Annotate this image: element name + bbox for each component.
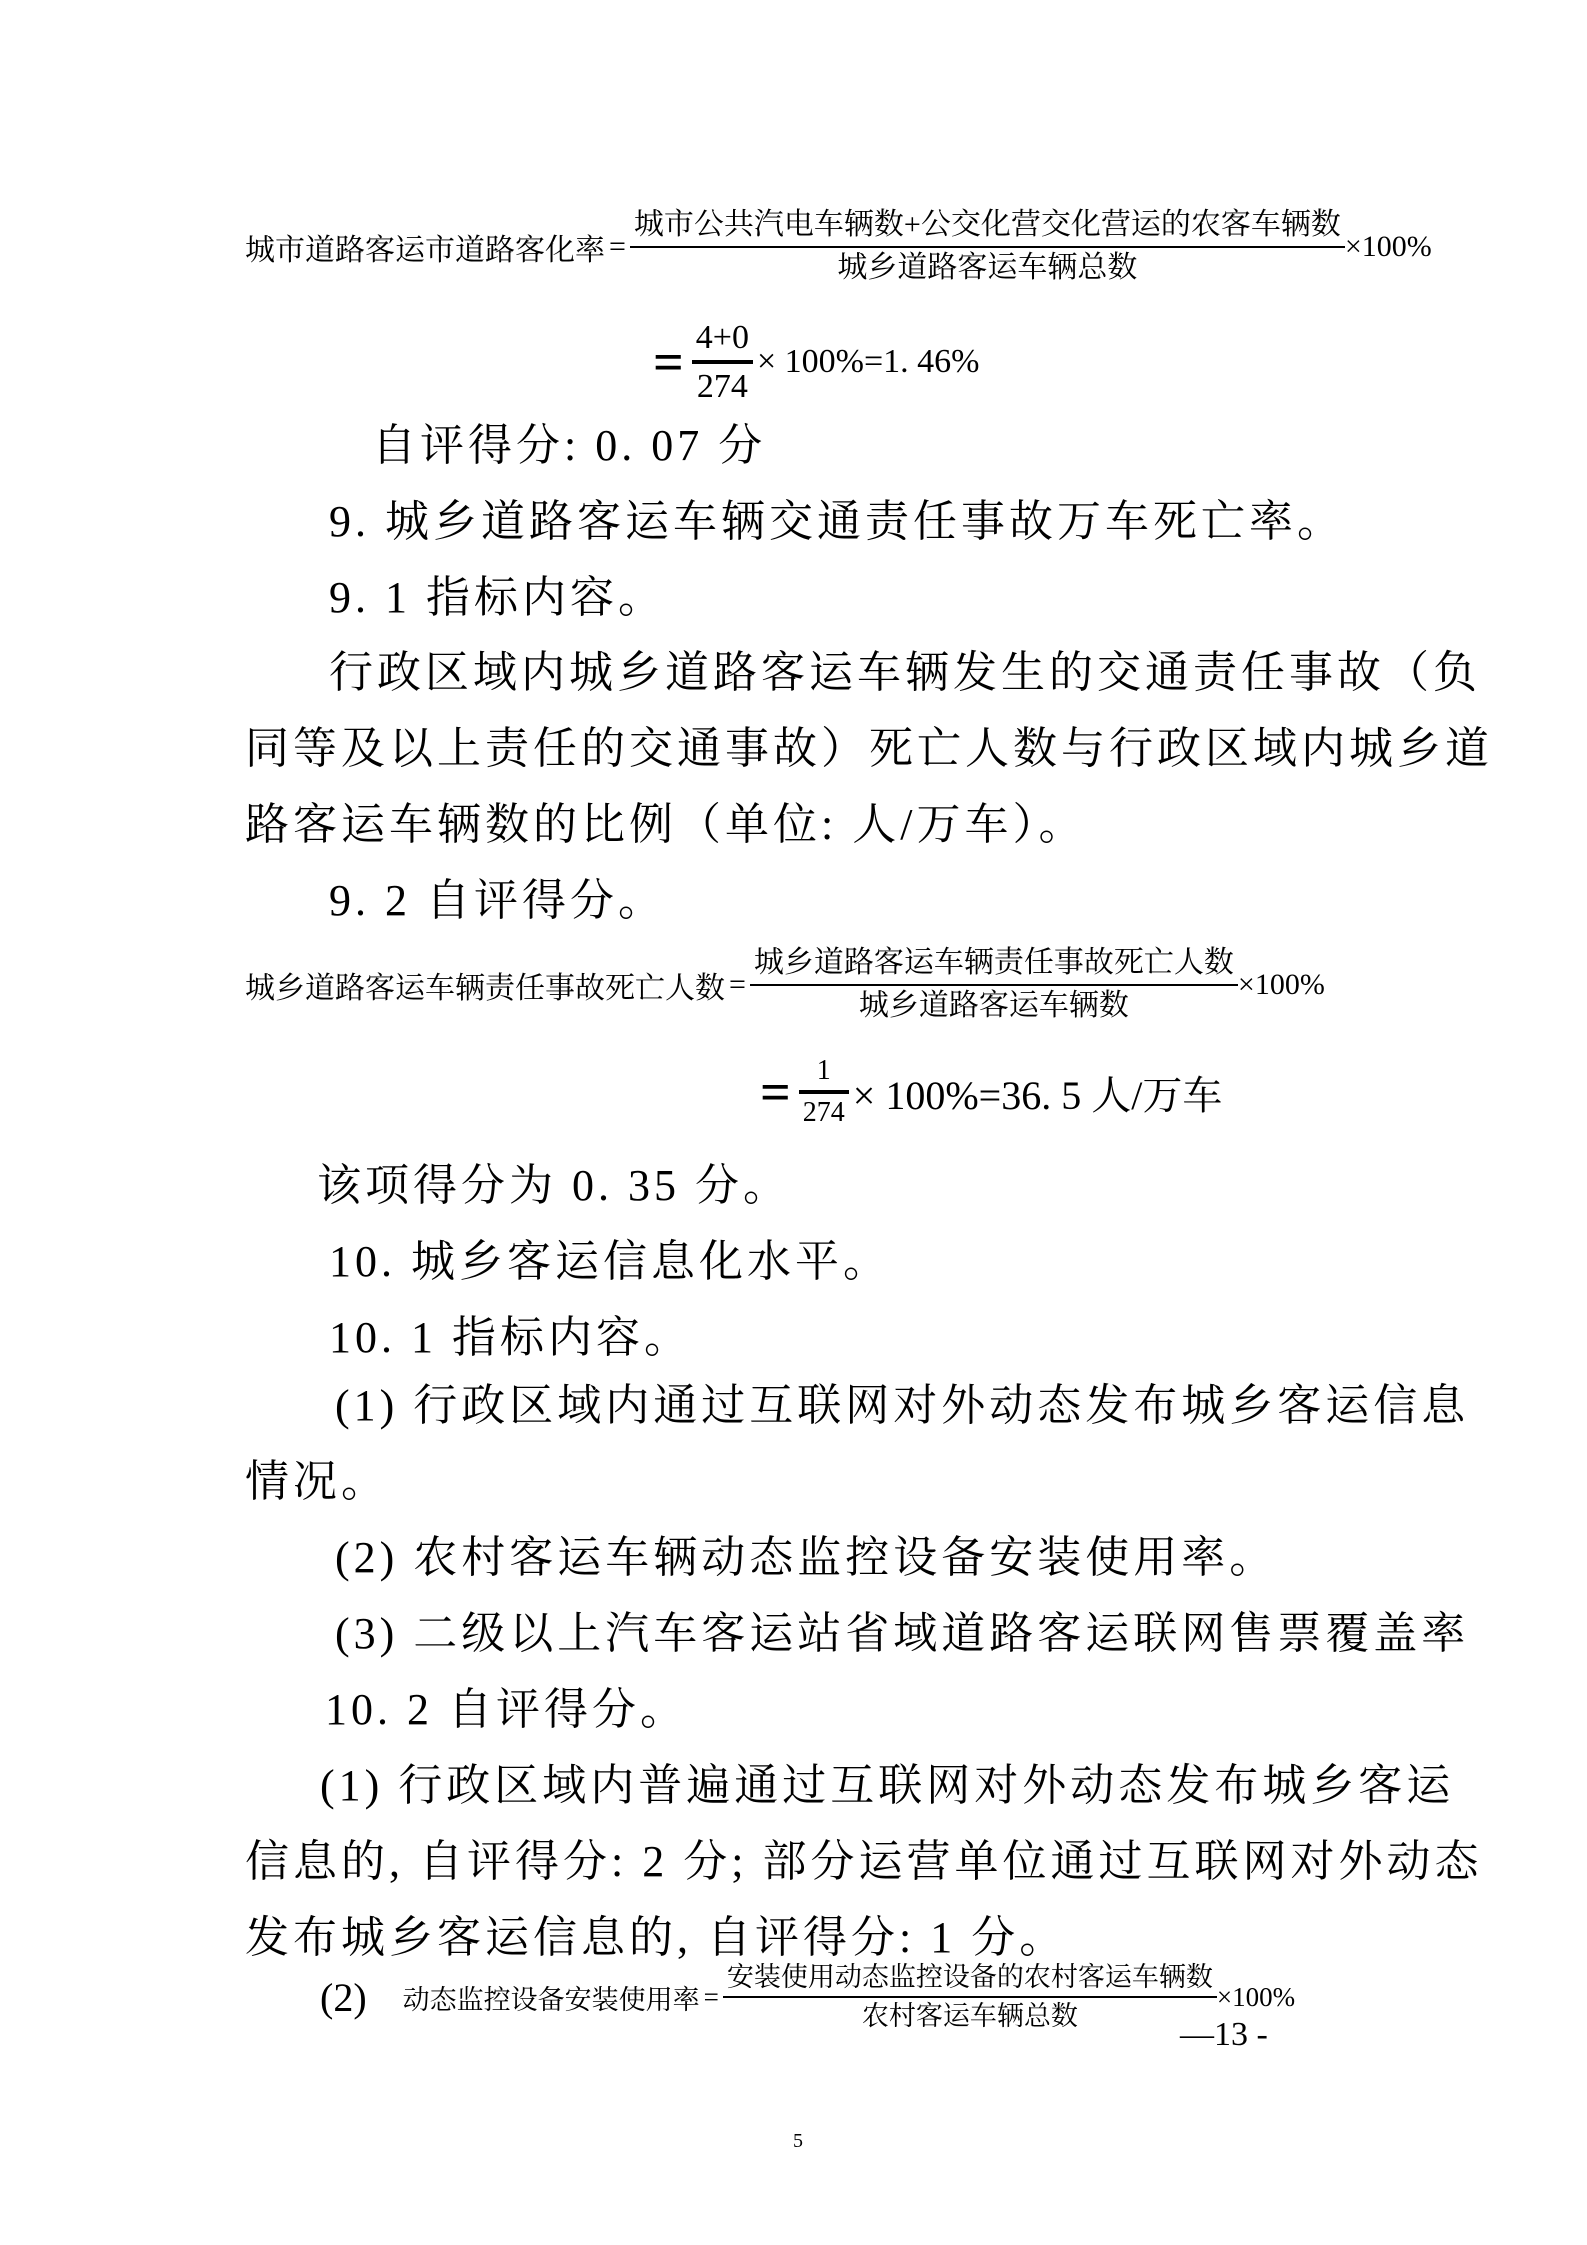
- content-item-1-cont: 情况。: [245, 1457, 389, 1506]
- content-item-3: (3) 二级以上汽车客运站省域道路客运联网售票覆盖率: [335, 1609, 1470, 1658]
- subheading-10-1: 10. 1 指标内容。: [329, 1313, 692, 1362]
- fraction-bar: [692, 360, 753, 364]
- heading-item9: 9. 城乡道路客运车辆交通责任事故万车死亡率。: [329, 497, 1345, 546]
- formula-equals: =: [609, 229, 626, 263]
- formula-lhs: 动态监控设备安装使用率: [402, 1984, 700, 2015]
- formula-denominator: 274: [696, 368, 748, 406]
- formula-equals: =: [729, 967, 746, 1001]
- formula-equals: =: [703, 1981, 719, 2012]
- formula-denominator: 城乡道路客运车辆总数: [837, 250, 1138, 284]
- formula-fraction: [692, 318, 753, 406]
- score-text-item8: 自评得分: 0. 07 分: [372, 421, 767, 470]
- formula-multiplier: ×100%: [1344, 229, 1432, 263]
- formula-equals: =: [760, 1062, 791, 1123]
- formula-calculation-1: [645, 318, 979, 406]
- subheading-10-2: 10. 2 自评得分。: [325, 1685, 688, 1734]
- page-number: 5: [793, 2130, 803, 2152]
- paragraph-line: 同等及以上责任的交通事故）死亡人数与行政区域内城乡道: [245, 724, 1493, 773]
- content-item-1: (1) 行政区域内通过互联网对外动态发布城乡客运信息: [335, 1381, 1470, 1430]
- score-text-item9: 该项得分为 0. 35 分。: [317, 1161, 791, 1210]
- subheading-9-2: 9. 2 自评得分。: [329, 876, 666, 925]
- score-rule-1-cont: 发布城乡客运信息的, 自评得分: 1 分。: [245, 1913, 1068, 1962]
- formula-numerator: 安装使用动态监控设备的农村客运车辆数: [726, 1962, 1213, 1992]
- formula-fraction: [799, 1055, 849, 1129]
- formula-calculation-2: [752, 1055, 1222, 1129]
- formula-result: × 100%=1. 46%: [756, 343, 980, 381]
- formula-road-passenger-rate: [245, 208, 1432, 285]
- formula-result: × 100%=36. 5 人/万车: [852, 1072, 1223, 1118]
- formula-numerator: 1: [816, 1055, 831, 1086]
- formula-multiplier: ×100%: [1216, 1981, 1296, 2012]
- heading-item10: 10. 城乡客运信息化水平。: [329, 1237, 891, 1286]
- formula-equals: =: [653, 332, 684, 393]
- formula-monitoring-rate: [320, 1962, 1295, 2032]
- fraction-bar: [750, 984, 1238, 986]
- formula-denominator: 城乡道路客运车辆数: [858, 988, 1129, 1022]
- subheading-9-1: 9. 1 指标内容。: [329, 573, 666, 622]
- formula-denominator: 农村客运车辆总数: [861, 2001, 1078, 2032]
- score-rule-1-cont: 信息的, 自评得分: 2 分; 部分运营单位通过互联网对外动态: [245, 1837, 1483, 1886]
- fraction-bar: [723, 1996, 1217, 1998]
- paragraph-line: 行政区域内城乡道路客运车辆发生的交通责任事故（负: [329, 648, 1481, 697]
- formula-fatality-rate: [245, 946, 1325, 1023]
- formula-numerator: 城乡道路客运车辆责任事故死亡人数: [753, 946, 1234, 979]
- paragraph-line: 路客运车辆数的比例（单位: 人/万车）。: [245, 800, 1087, 849]
- score-rule-1: (1) 行政区域内普遍通过互联网对外动态发布城乡客运: [320, 1761, 1455, 1810]
- formula-lhs: 城乡道路客运车辆责任事故死亡人数: [245, 971, 725, 1005]
- formula-lhs: 城市道路客运市道路客化率: [245, 233, 605, 267]
- formula-fraction: [723, 1962, 1217, 2032]
- formula-multiplier: ×100%: [1237, 967, 1325, 1001]
- score-rule-2-label: (2): [320, 1974, 367, 2020]
- inner-page-number: —13 -: [1180, 2016, 1268, 2053]
- formula-numerator: 4+0: [695, 319, 749, 356]
- formula-fraction: [630, 208, 1345, 285]
- fraction-bar: [799, 1090, 849, 1094]
- formula-fraction: [750, 946, 1238, 1023]
- content-item-2: (2) 农村客运车辆动态监控设备安装使用率。: [335, 1533, 1278, 1582]
- formula-numerator: 城市公共汽电车辆数+公交化营交化营运的农客车辆数: [633, 208, 1341, 241]
- fraction-bar: [630, 246, 1345, 248]
- formula-denominator: 274: [802, 1097, 845, 1129]
